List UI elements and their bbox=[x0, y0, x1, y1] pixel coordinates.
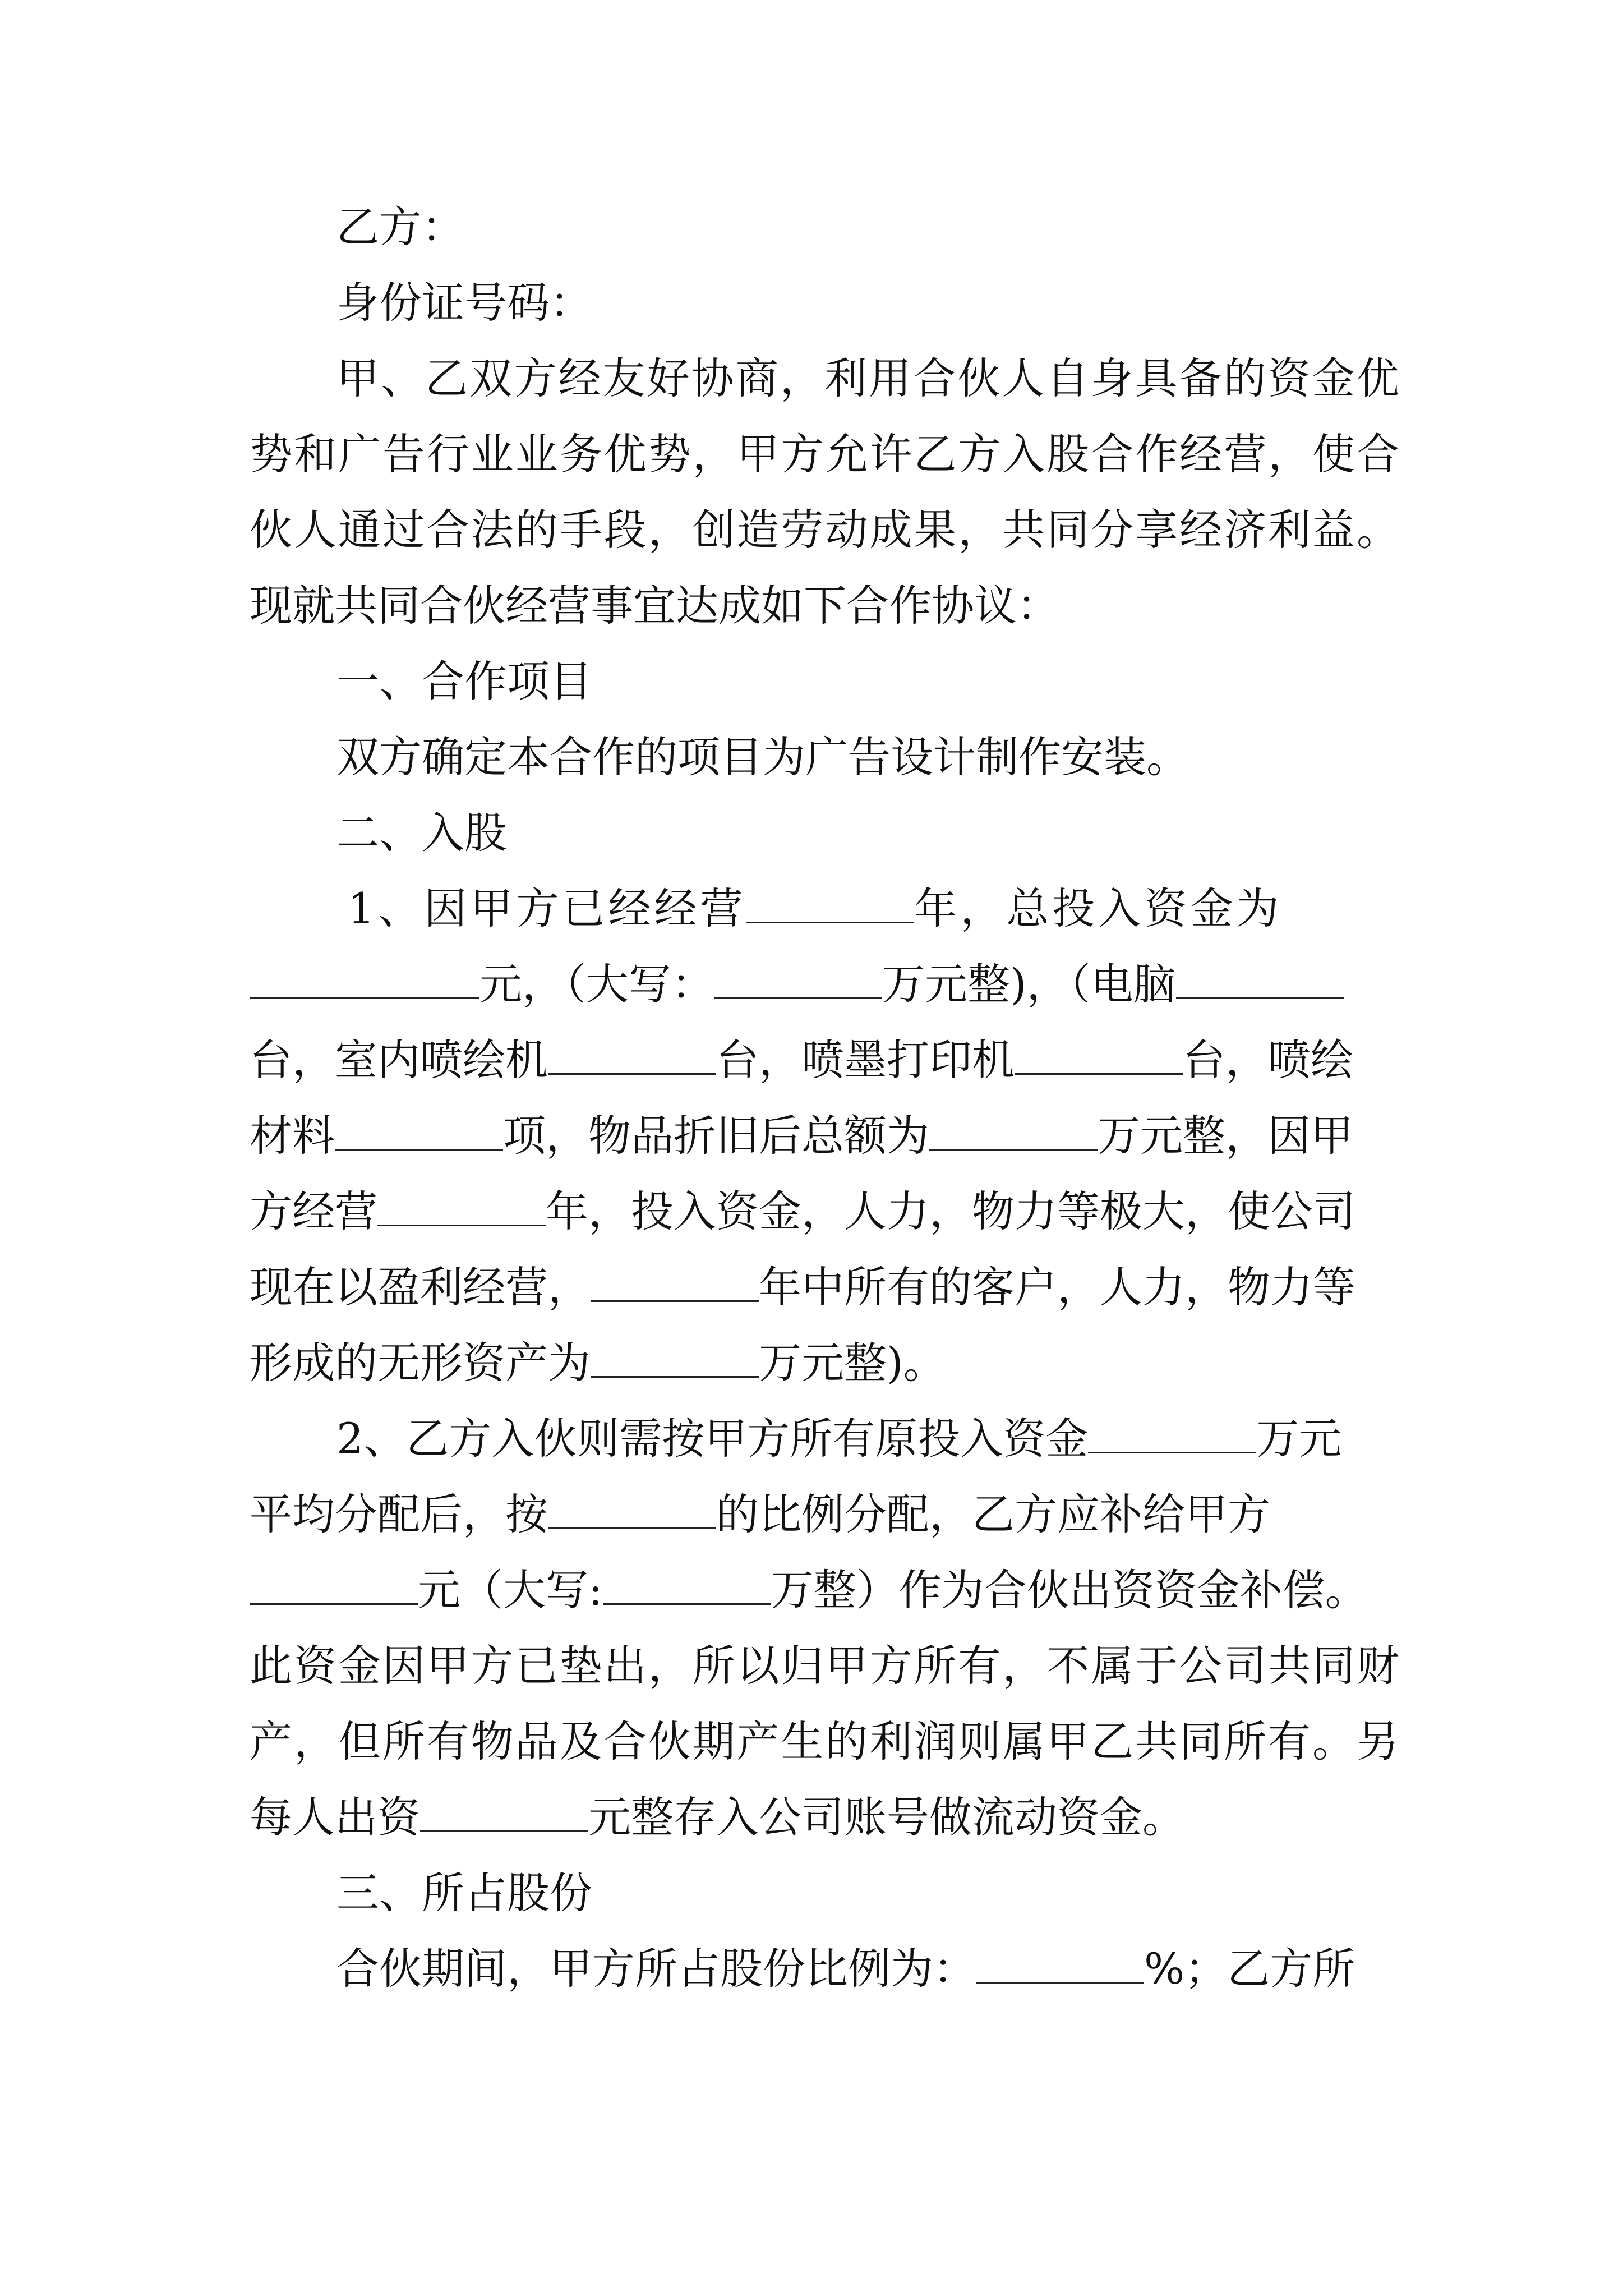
p2-line-1 bbox=[336, 1411, 1399, 1467]
blank-original-investment bbox=[1088, 1417, 1256, 1453]
blank-inkjet-printer bbox=[1015, 1038, 1183, 1075]
p2-text: 每人出资 bbox=[250, 1792, 420, 1842]
blank-compensation-capital bbox=[603, 1568, 771, 1605]
p1-text: 形成的无形资产为 bbox=[250, 1338, 591, 1388]
intro-line-3: 伙人通过合法的手段，创造劳动成果，共同分享经济利益。 bbox=[250, 505, 1399, 555]
p1-text: 台，喷墨打印机 bbox=[716, 1035, 1015, 1085]
p1-line-7 bbox=[250, 1335, 1399, 1391]
section-1-heading: 一、合作项目 bbox=[336, 656, 592, 706]
blank-intangible-assets bbox=[591, 1341, 759, 1378]
p1-line-5 bbox=[250, 1184, 1399, 1240]
p1-text: 方经营 bbox=[250, 1186, 377, 1236]
p1-text: 材料 bbox=[250, 1111, 335, 1161]
blank-years-2 bbox=[377, 1190, 546, 1226]
p2-text: 元整存入公司账号做流动资金。 bbox=[588, 1792, 1185, 1842]
blank-contribution bbox=[420, 1796, 588, 1832]
p1-line-6 bbox=[250, 1259, 1399, 1315]
p1-text: 万元整)，（电脑 bbox=[882, 959, 1176, 1009]
p2-line-2 bbox=[250, 1487, 1399, 1543]
intro-line-1: 甲、乙双方经友好协商，利用合伙人自身具备的资金优 bbox=[336, 353, 1399, 403]
blank-amount bbox=[250, 963, 479, 999]
blank-indoor-printer bbox=[548, 1038, 716, 1075]
blank-amount-capital bbox=[714, 963, 882, 999]
p1-text: 台，喷绘 bbox=[1183, 1035, 1353, 1085]
intro-line-4: 现就共同合伙经营事宜达成如下合作协议： bbox=[250, 581, 1059, 631]
blank-years-3 bbox=[591, 1266, 759, 1302]
blank-compensation bbox=[250, 1568, 418, 1605]
p2-text: 平均分配后，按 bbox=[250, 1489, 548, 1539]
p2-text: 2、乙方入伙则需按甲方所有原投入资金 bbox=[336, 1414, 1089, 1464]
intro-line-2: 势和广告行业业务优势，甲方允许乙方入股合作经营，使合 bbox=[250, 429, 1399, 479]
p1-text: 年，总投入资金为 bbox=[914, 884, 1283, 933]
p2-text: 的比例分配，乙方应补给甲方 bbox=[716, 1489, 1270, 1539]
p2-line-3 bbox=[250, 1562, 1399, 1618]
p1-text: 元，（大写： bbox=[479, 959, 714, 1009]
p1-text: 1、因甲方已经经营 bbox=[348, 884, 746, 933]
s3-text: %；乙方所 bbox=[1144, 1944, 1355, 1994]
party-b-label: 乙方： bbox=[336, 202, 464, 252]
p1-text: 万元整，因甲 bbox=[1098, 1111, 1353, 1161]
p1-line-3 bbox=[250, 1032, 1399, 1088]
blank-computers bbox=[1176, 963, 1344, 999]
section-1-body: 双方确定本合作的项目为广告设计制作安装。 bbox=[336, 732, 1189, 782]
p2-line-4: 此资金因甲方已垫出，所以归甲方所有，不属于公司共同财 bbox=[250, 1641, 1399, 1691]
id-number-label: 身份证号码： bbox=[336, 278, 592, 328]
blank-party-a-share bbox=[976, 1947, 1144, 1984]
p1-line-4 bbox=[250, 1108, 1399, 1164]
p2-line-5: 产，但所有物品及合伙期产生的利润则属甲乙共同所有。另 bbox=[250, 1717, 1399, 1766]
blank-ratio bbox=[548, 1493, 716, 1529]
p2-line-6 bbox=[250, 1789, 1399, 1846]
p2-text: 元（大写: bbox=[418, 1565, 603, 1615]
p1-text: 台，室内喷绘机 bbox=[250, 1035, 548, 1085]
s3-text: 合伙期间，甲方所占股份比例为： bbox=[336, 1944, 976, 1994]
p1-text: 项，物品折旧后总额为 bbox=[503, 1111, 929, 1161]
p1-text: 万元整)。 bbox=[759, 1338, 946, 1388]
p2-text: 万整）作为合伙出资资金补偿。 bbox=[771, 1565, 1368, 1615]
section-2-heading: 二、入股 bbox=[336, 808, 507, 858]
p1-line-2 bbox=[250, 956, 1399, 1013]
p2-text: 万元 bbox=[1256, 1414, 1342, 1464]
blank-materials bbox=[335, 1114, 503, 1151]
p1-text: 现在以盈利经营， bbox=[250, 1262, 591, 1312]
p1-line-1 bbox=[348, 881, 1410, 937]
section-3-heading: 三、所占股份 bbox=[336, 1868, 592, 1918]
p1-text: 年，投入资金，人力，物力等极大，使公司 bbox=[546, 1186, 1355, 1236]
blank-years-1 bbox=[746, 887, 914, 923]
p1-text: 年中所有的客户，人力，物力等 bbox=[759, 1262, 1355, 1312]
s3-line-1 bbox=[336, 1941, 1399, 1997]
blank-depreciated-total bbox=[929, 1114, 1098, 1151]
